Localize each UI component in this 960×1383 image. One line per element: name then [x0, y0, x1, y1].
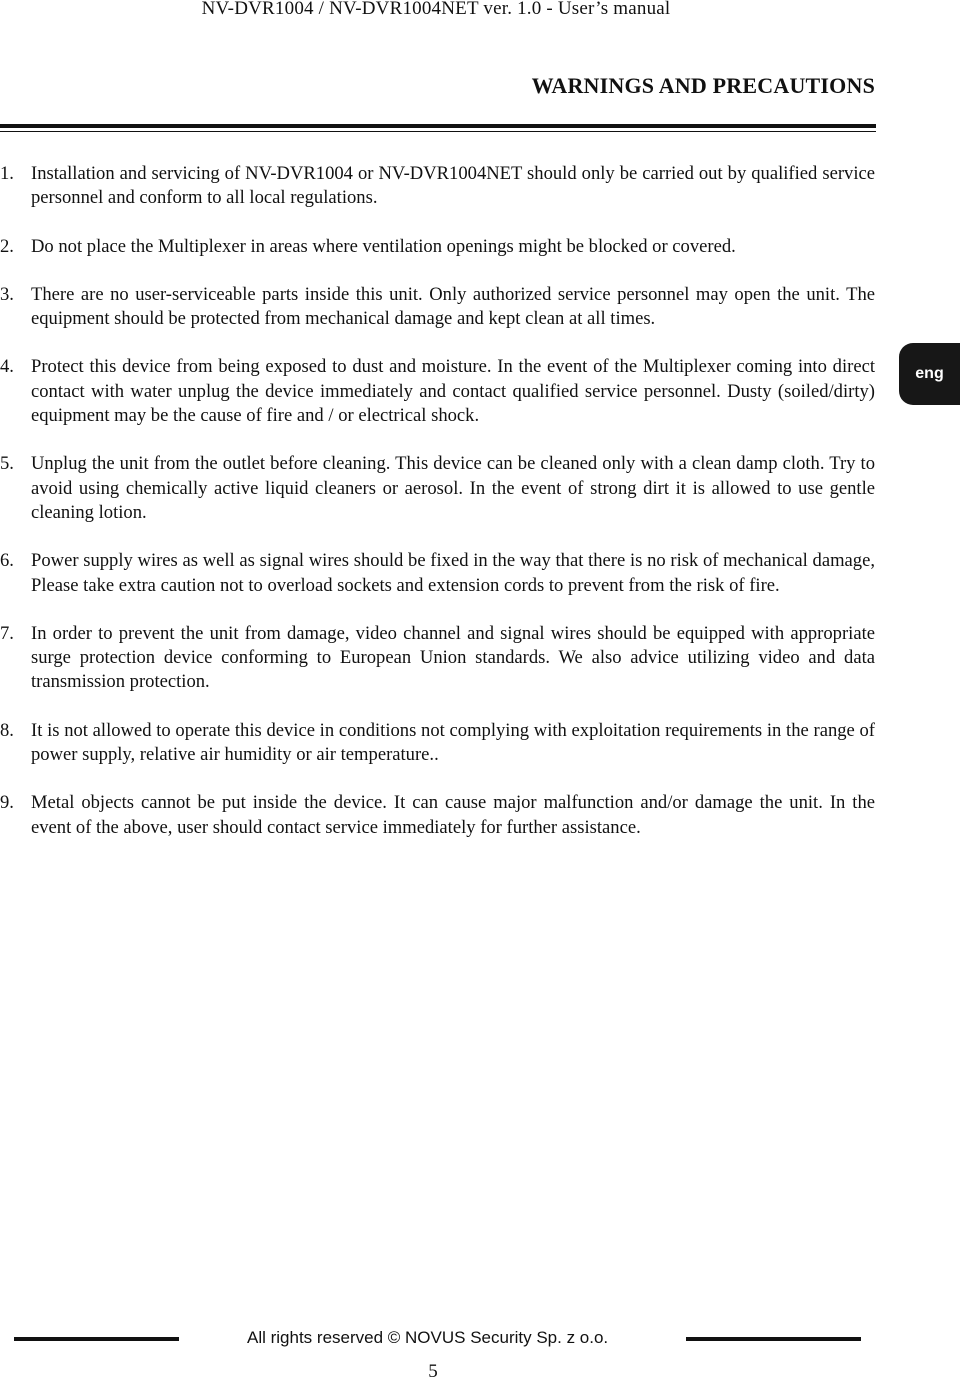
- item-number: 6.: [0, 550, 14, 572]
- item-number: 2.: [0, 235, 14, 257]
- item-number: 3.: [0, 283, 14, 305]
- list-item: [0, 355, 875, 428]
- header-rule-thick: [0, 124, 876, 128]
- list-item: [0, 549, 875, 598]
- item-text: There are no user-serviceable parts inside this unit. Only authorized service personnel may open the unit. The equipment should be protected from mechanical damage and kept clean at all times.: [31, 283, 875, 330]
- running-header: NV-DVR1004 / NV-DVR1004NET ver. 1.0 - User’s manual: [201, 0, 671, 19]
- list-item: [0, 235, 875, 259]
- list-item: [0, 622, 875, 695]
- item-number: 9.: [0, 792, 14, 814]
- section-title: WARNINGS AND PRECAUTIONS: [531, 73, 875, 98]
- item-text: Protect this device from being exposed to dust and moisture. In the event of the Multiplexer coming into direct contact with water unplug the device immediately and contact qualified service personnel. Dusty (soiled/dirty) equipment may be the cause of fire and / or electrical shock.: [31, 356, 875, 427]
- item-text: Do not place the Multiplexer in areas where ventilation openings might be blocked or covered.: [31, 235, 736, 257]
- list-item: [0, 791, 875, 840]
- item-number: 5.: [0, 453, 14, 475]
- header-rule-thin: [0, 131, 876, 132]
- item-number: 8.: [0, 719, 14, 741]
- list-item: [0, 719, 875, 768]
- list-item: [0, 452, 875, 525]
- item-text: Power supply wires as well as signal wires should be fixed in the way that there is no risk of mechanical damage, Please take extra caution not to overload sockets and extension cords to prevent from the risk of fire.: [31, 550, 875, 596]
- list-item: [0, 283, 875, 332]
- list-item: [0, 162, 875, 211]
- item-text: Unplug the unit from the outlet before cleaning. This device can be cleaned only with a clean damp cloth. Try to avoid using chemically active liquid cleaners or aerosol. In the event of strong dirt it is allowed to use gentle cleaning lotion.: [31, 453, 875, 523]
- footer-rule-left: [14, 1337, 179, 1341]
- item-number: 1.: [0, 163, 14, 184]
- item-text: In order to prevent the unit from damage, video channel and signal wires should be equipped with appropriate surge protection device conforming to European Union standards. We also advice utilizing video and data transmission protection.: [31, 622, 875, 693]
- item-number: 4.: [0, 356, 14, 378]
- footer-rule-right: [686, 1337, 861, 1341]
- page-number: 5: [428, 1361, 438, 1382]
- item-text: It is not allowed to operate this device in conditions not complying with exploitation requirements in the range of power supply, relative air humidity or air temperature..: [31, 719, 875, 766]
- item-text: Metal objects cannot be put inside the device. It can cause major malfunction and/or damage the unit. In the event of the above, user should contact service immediately for further assistance.: [31, 792, 875, 838]
- footer-copyright: All rights reserved © NOVUS Security Sp. z o.o.: [247, 1328, 609, 1347]
- language-tab: eng: [899, 343, 960, 405]
- item-text: Installation and servicing of NV-DVR1004 or NV-DVR1004NET should only be carried out by qualified service personnel and conform to all local regulations.: [31, 163, 875, 209]
- warnings-list: [0, 162, 875, 864]
- item-number: 7.: [0, 622, 14, 644]
